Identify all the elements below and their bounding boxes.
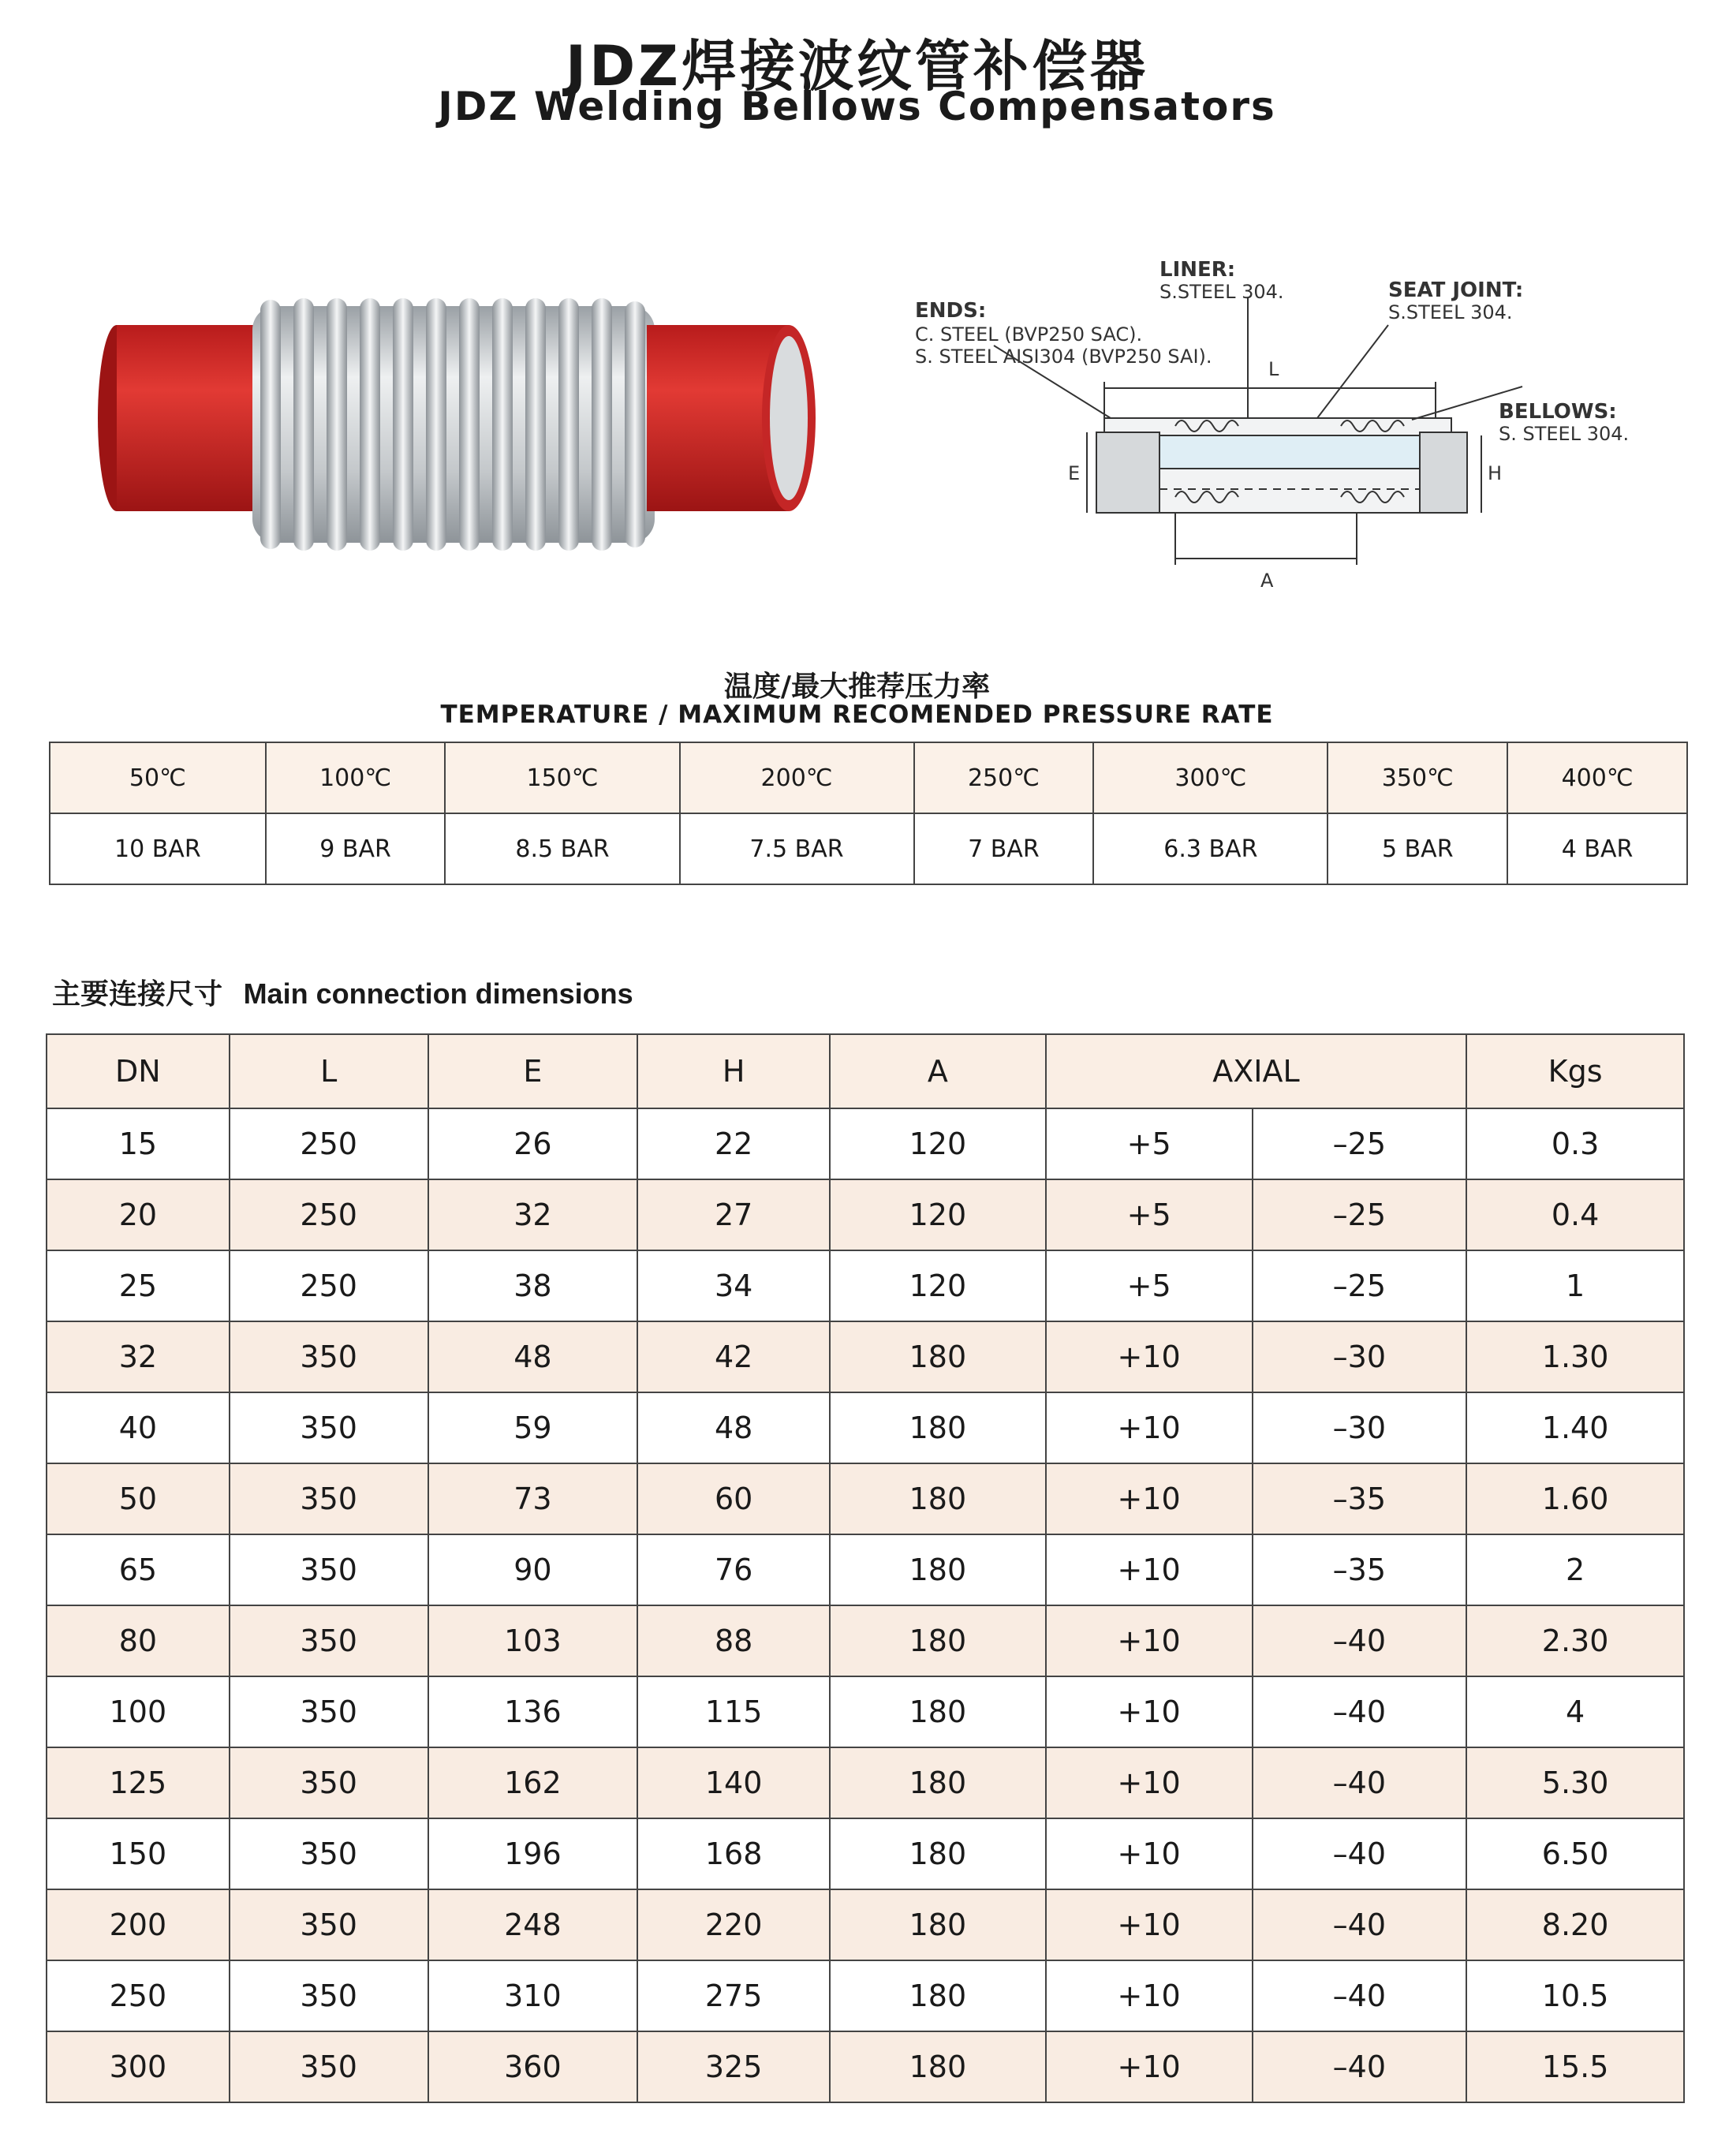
page-title-en: JDZ Welding Bellows Compensators <box>438 84 1276 129</box>
cell-kgs: 0.4 <box>1466 1179 1684 1250</box>
dimensions-body <box>47 1108 1684 2102</box>
cell-l: 350 <box>230 2031 428 2102</box>
header-h: H <box>637 1034 830 1108</box>
dimensions-table <box>46 1033 1685 2103</box>
table-row <box>47 1818 1684 1889</box>
cell-h: 325 <box>637 2031 830 2102</box>
pressure-cell: 7 BAR <box>914 813 1094 884</box>
cell-axial-plus: +10 <box>1046 1321 1253 1392</box>
cell-e: 32 <box>428 1179 638 1250</box>
cell-a: 120 <box>830 1179 1046 1250</box>
cell-axial-plus: +10 <box>1046 1605 1253 1676</box>
cell-axial-plus: +10 <box>1046 2031 1253 2102</box>
liner-label: LINER: <box>1159 258 1236 282</box>
cell-dn: 250 <box>47 1960 230 2031</box>
cell-e: 162 <box>428 1747 638 1818</box>
table-row <box>47 1179 1684 1250</box>
cell-axial-minus: –30 <box>1253 1392 1467 1463</box>
cell-h: 27 <box>637 1179 830 1250</box>
pressure-cell: 10 BAR <box>50 813 266 884</box>
cell-h: 22 <box>637 1108 830 1179</box>
cell-dn: 80 <box>47 1605 230 1676</box>
cell-axial-plus: +10 <box>1046 1818 1253 1889</box>
cell-e: 90 <box>428 1534 638 1605</box>
cell-h: 60 <box>637 1463 830 1534</box>
cell-a: 180 <box>830 2031 1046 2102</box>
pressure-row <box>50 813 1687 884</box>
dimensions-title-en: Main connection dimensions <box>243 977 633 1010</box>
cell-e: 136 <box>428 1676 638 1747</box>
cell-dn: 20 <box>47 1179 230 1250</box>
cell-a: 180 <box>830 1321 1046 1392</box>
pressure-cell: 8.5 BAR <box>445 813 679 884</box>
page-title-cn: JDZ焊接波纹管补偿器 <box>566 34 1148 99</box>
cell-a: 180 <box>830 1676 1046 1747</box>
cell-kgs: 2 <box>1466 1534 1684 1605</box>
cell-l: 350 <box>230 1818 428 1889</box>
cell-kgs: 1.30 <box>1466 1321 1684 1392</box>
cell-dn: 25 <box>47 1250 230 1321</box>
cell-axial-plus: +10 <box>1046 1463 1253 1534</box>
temperature-cell: 300℃ <box>1093 742 1328 813</box>
cell-h: 34 <box>637 1250 830 1321</box>
dim-l-label: L <box>1268 358 1279 380</box>
cell-l: 350 <box>230 1605 428 1676</box>
cell-e: 26 <box>428 1108 638 1179</box>
cell-kgs: 1 <box>1466 1250 1684 1321</box>
ends-line2: S. STEEL AISI304 (BVP250 SAI). <box>915 346 1212 368</box>
liner-material: S.STEEL 304. <box>1159 281 1284 303</box>
cell-axial-minus: –40 <box>1253 1747 1467 1818</box>
pressure-cell: 9 BAR <box>266 813 446 884</box>
cell-axial-plus: +10 <box>1046 1392 1253 1463</box>
cell-a: 180 <box>830 1747 1046 1818</box>
cell-e: 38 <box>428 1250 638 1321</box>
table-row <box>47 1392 1684 1463</box>
bellows-diagram <box>915 252 1656 600</box>
cell-e: 73 <box>428 1463 638 1534</box>
header-e: E <box>428 1034 638 1108</box>
cell-axial-minus: –40 <box>1253 1605 1467 1676</box>
cell-h: 275 <box>637 1960 830 2031</box>
cell-kgs: 15.5 <box>1466 2031 1684 2102</box>
header-dn: DN <box>47 1034 230 1108</box>
cell-axial-minus: –40 <box>1253 1676 1467 1747</box>
cell-l: 250 <box>230 1250 428 1321</box>
table-row <box>47 1534 1684 1605</box>
seat-joint-label: SEAT JOINT: <box>1388 278 1524 302</box>
temperature-cell: 350℃ <box>1328 742 1507 813</box>
cell-kgs: 1.60 <box>1466 1463 1684 1534</box>
pressure-cell: 4 BAR <box>1507 813 1687 884</box>
temperature-cell: 100℃ <box>266 742 446 813</box>
cell-axial-plus: +10 <box>1046 1889 1253 1960</box>
pressure-cell: 6.3 BAR <box>1093 813 1328 884</box>
cell-h: 88 <box>637 1605 830 1676</box>
pressure-title-en: TEMPERATURE / MAXIMUM RECOMENDED PRESSURE RATE <box>440 701 1274 729</box>
table-row <box>47 1463 1684 1534</box>
table-row <box>47 1747 1684 1818</box>
cell-e: 196 <box>428 1818 638 1889</box>
cell-dn: 100 <box>47 1676 230 1747</box>
cell-axial-minus: –25 <box>1253 1250 1467 1321</box>
cell-axial-minus: –40 <box>1253 1960 1467 2031</box>
header-l: L <box>230 1034 428 1108</box>
cell-dn: 65 <box>47 1534 230 1605</box>
cell-axial-minus: –35 <box>1253 1534 1467 1605</box>
bellows-material: S. STEEL 304. <box>1499 423 1630 445</box>
cell-l: 350 <box>230 1889 428 1960</box>
temperature-cell: 250℃ <box>914 742 1094 813</box>
dim-a-label: A <box>1260 570 1274 592</box>
cell-l: 350 <box>230 1960 428 2031</box>
cell-axial-minus: –35 <box>1253 1463 1467 1534</box>
cell-a: 180 <box>830 1463 1046 1534</box>
cell-kgs: 8.20 <box>1466 1889 1684 1960</box>
cell-l: 250 <box>230 1108 428 1179</box>
cell-kgs: 10.5 <box>1466 1960 1684 2031</box>
temperature-cell: 50℃ <box>50 742 266 813</box>
cell-a: 120 <box>830 1108 1046 1179</box>
table-row <box>47 1605 1684 1676</box>
cell-e: 48 <box>428 1321 638 1392</box>
cell-kgs: 6.50 <box>1466 1818 1684 1889</box>
cell-kgs: 4 <box>1466 1676 1684 1747</box>
dimensions-title <box>52 972 633 1012</box>
cell-h: 168 <box>637 1818 830 1889</box>
cell-axial-minus: –30 <box>1253 1321 1467 1392</box>
temperature-row <box>50 742 1687 813</box>
table-row <box>47 1250 1684 1321</box>
cell-l: 350 <box>230 1534 428 1605</box>
cell-e: 103 <box>428 1605 638 1676</box>
cell-axial-plus: +5 <box>1046 1179 1253 1250</box>
header-kgs: Kgs <box>1466 1034 1684 1108</box>
cell-kgs: 5.30 <box>1466 1747 1684 1818</box>
cell-a: 180 <box>830 1818 1046 1889</box>
cell-e: 59 <box>428 1392 638 1463</box>
cell-kgs: 2.30 <box>1466 1605 1684 1676</box>
pressure-cell: 5 BAR <box>1328 813 1507 884</box>
cell-l: 350 <box>230 1676 428 1747</box>
cell-a: 180 <box>830 1534 1046 1605</box>
cell-dn: 32 <box>47 1321 230 1392</box>
cell-dn: 150 <box>47 1818 230 1889</box>
pressure-title-cn: 温度/最大推荐压力率 <box>723 671 991 703</box>
cell-e: 248 <box>428 1889 638 1960</box>
cell-axial-plus: +5 <box>1046 1108 1253 1179</box>
cell-a: 180 <box>830 1889 1046 1960</box>
cell-axial-plus: +10 <box>1046 1747 1253 1818</box>
ends-label: ENDS: <box>915 299 987 323</box>
product-photo <box>95 284 820 568</box>
cell-h: 48 <box>637 1392 830 1463</box>
table-row <box>47 1108 1684 1179</box>
cell-a: 180 <box>830 1605 1046 1676</box>
cell-h: 115 <box>637 1676 830 1747</box>
cell-l: 350 <box>230 1392 428 1463</box>
dim-e-label: E <box>1068 462 1081 484</box>
table-row <box>47 1676 1684 1747</box>
table-row <box>47 1321 1684 1392</box>
table-row <box>47 1960 1684 2031</box>
cell-axial-plus: +10 <box>1046 1676 1253 1747</box>
cell-a: 180 <box>830 1960 1046 2031</box>
ends-line1: C. STEEL (BVP250 SAC). <box>915 323 1143 346</box>
cell-axial-minus: –25 <box>1253 1108 1467 1179</box>
cell-l: 250 <box>230 1179 428 1250</box>
cell-axial-plus: +10 <box>1046 1534 1253 1605</box>
pressure-table <box>49 742 1688 885</box>
temperature-cell: 150℃ <box>445 742 679 813</box>
cell-axial-minus: –40 <box>1253 1889 1467 1960</box>
seat-joint-material: S.STEEL 304. <box>1388 301 1513 323</box>
cell-dn: 125 <box>47 1747 230 1818</box>
cell-kgs: 1.40 <box>1466 1392 1684 1463</box>
cell-l: 350 <box>230 1747 428 1818</box>
cell-axial-minus: –40 <box>1253 1818 1467 1889</box>
table-row <box>47 1889 1684 1960</box>
cell-e: 360 <box>428 2031 638 2102</box>
cell-l: 350 <box>230 1463 428 1534</box>
temperature-cell: 400℃ <box>1507 742 1687 813</box>
cell-a: 120 <box>830 1250 1046 1321</box>
cell-h: 76 <box>637 1534 830 1605</box>
cell-l: 350 <box>230 1321 428 1392</box>
cell-dn: 15 <box>47 1108 230 1179</box>
cell-h: 140 <box>637 1747 830 1818</box>
pressure-cell: 7.5 BAR <box>680 813 914 884</box>
table-header-row <box>47 1034 1684 1108</box>
temperature-cell: 200℃ <box>680 742 914 813</box>
cell-h: 220 <box>637 1889 830 1960</box>
table-row <box>47 2031 1684 2102</box>
cell-axial-plus: +5 <box>1046 1250 1253 1321</box>
cell-dn: 40 <box>47 1392 230 1463</box>
cell-kgs: 0.3 <box>1466 1108 1684 1179</box>
bellows-label: BELLOWS: <box>1499 400 1617 424</box>
cell-e: 310 <box>428 1960 638 2031</box>
cell-h: 42 <box>637 1321 830 1392</box>
dim-h-label: H <box>1488 462 1503 484</box>
cell-axial-minus: –40 <box>1253 2031 1467 2102</box>
dimensions-title-cn: 主要连接尺寸 <box>52 978 223 1011</box>
cell-axial-plus: +10 <box>1046 1960 1253 2031</box>
cell-dn: 200 <box>47 1889 230 1960</box>
cell-a: 180 <box>830 1392 1046 1463</box>
cell-axial-minus: –25 <box>1253 1179 1467 1250</box>
cell-dn: 50 <box>47 1463 230 1534</box>
header-a: A <box>830 1034 1046 1108</box>
header-axial: AXIAL <box>1046 1034 1466 1108</box>
cell-dn: 300 <box>47 2031 230 2102</box>
